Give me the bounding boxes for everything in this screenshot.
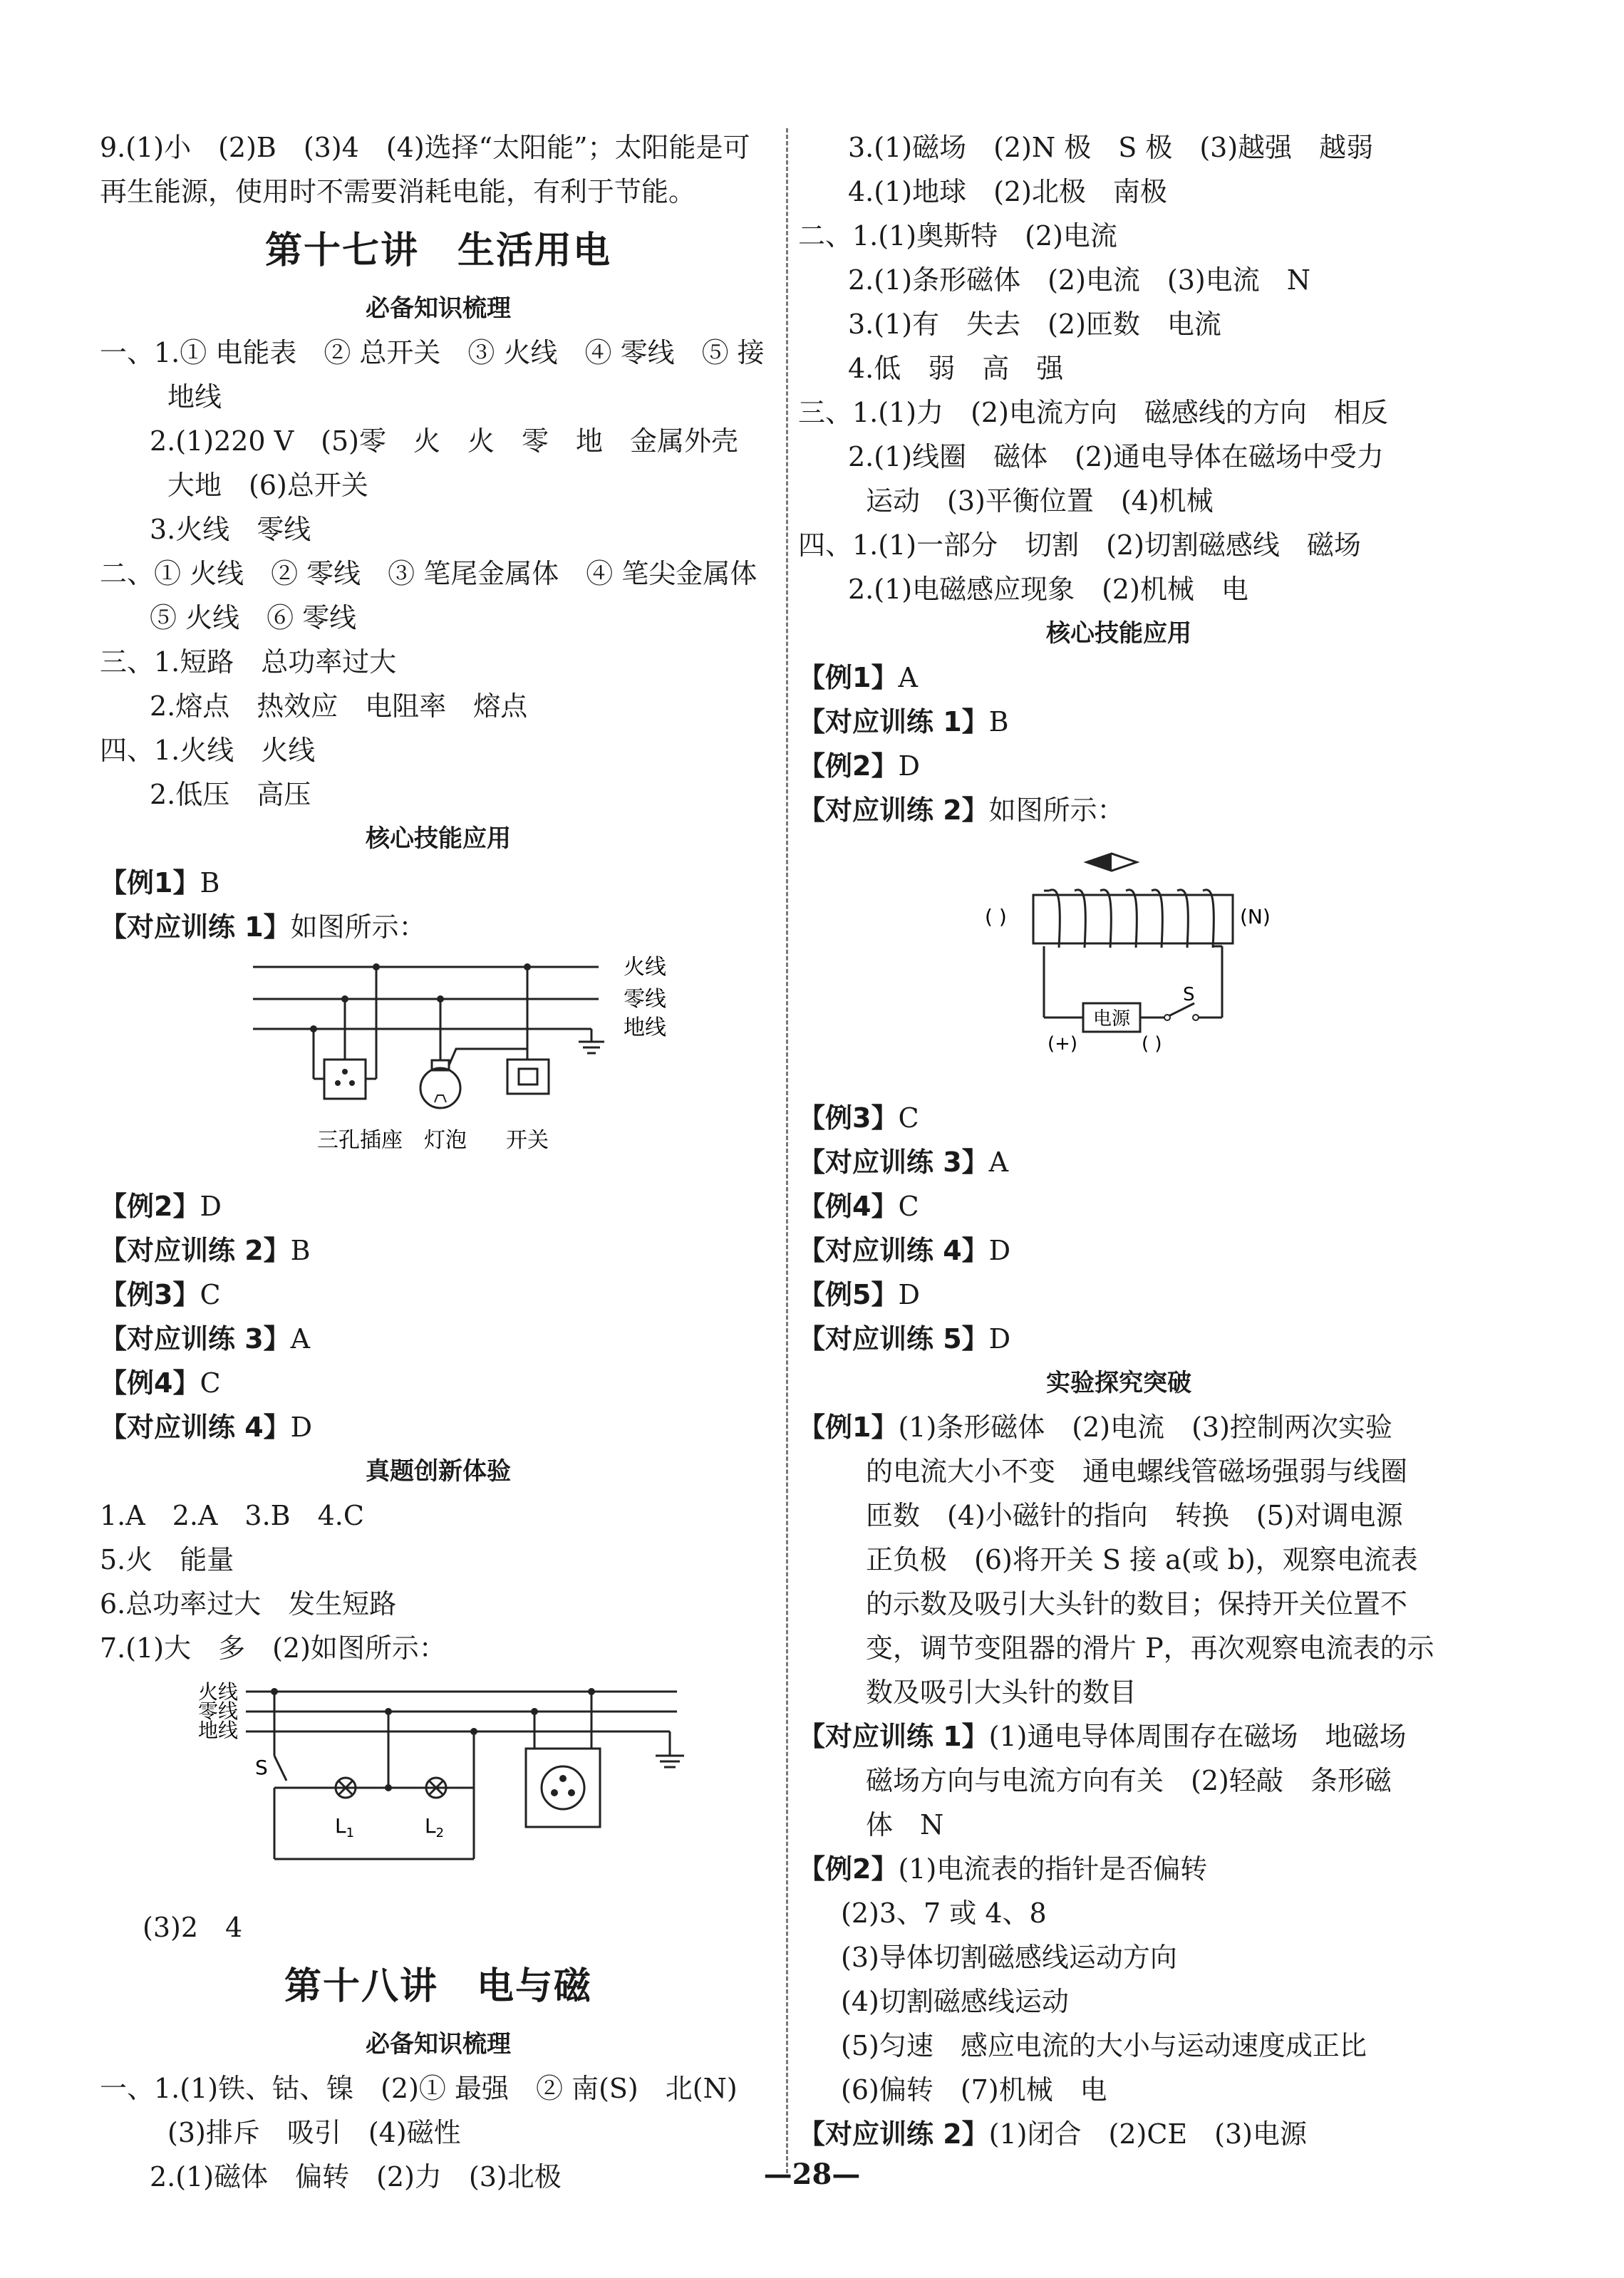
answer-line: 大地 (6)总开关 (167, 470, 368, 501)
training-label: 【对应训练 3】 (100, 1323, 291, 1355)
label-lamp-l2: $L_2$ (425, 1814, 445, 1840)
example-label: 【例3】 (100, 1279, 200, 1310)
answer-line: 1.A 2.A 3.B 4.C (100, 1500, 364, 1531)
section-title: 必备知识梳理 (366, 294, 511, 323)
solenoid-diagram (798, 832, 1439, 1096)
answer-line (100, 1184, 777, 1228)
answer-line: (4)切割磁感线运动 (841, 1986, 1069, 2017)
answer-line (100, 1317, 777, 1361)
answer-line (798, 700, 1439, 744)
answer-line (798, 788, 1439, 832)
answer-text: (1)条形磁体 (2)电流 (3)控制两次实验 (898, 1412, 1392, 1443)
section-title: 核心技能应用 (1046, 619, 1191, 648)
answer-text: B (290, 1235, 311, 1266)
answer-line: (6)偏转 (7)机械 电 (841, 2074, 1107, 2106)
answer-text: C (898, 1191, 919, 1222)
answer-line: 四、1.火线 火线 (100, 735, 316, 766)
answer-line (798, 744, 1439, 788)
label-bulb: 灯泡 (424, 1128, 467, 1153)
answer-line: 匝数 (4)小磁针的指向 转换 (5)对调电源 (866, 1500, 1403, 1531)
answer-line (798, 1140, 1439, 1184)
answer-line (798, 1847, 1439, 1891)
label-plus-terminal: (+) (1048, 1033, 1078, 1055)
label-left-pole: ( ) (985, 905, 1007, 928)
label-live-wire: 火线 (198, 1680, 239, 1704)
page-number: —28— (763, 2158, 861, 2191)
answer-line (100, 861, 777, 905)
example-label: 【例1】 (798, 1412, 899, 1443)
column-divider (786, 128, 788, 2173)
answer-line (798, 2112, 1439, 2156)
label-lamp-l1: $L_1$ (335, 1814, 355, 1840)
label-power-supply: 电源 (1093, 1008, 1131, 1030)
answer-line: (2)3、7 或 4、8 (841, 1898, 1047, 1929)
answer-line: (3)导体切割磁感线运动方向 (841, 1942, 1177, 1973)
answer-text: D (898, 1279, 920, 1310)
section-title: 核心技能应用 (366, 824, 511, 853)
answer-line: 3.(1)磁场 (2)N 极 S 极 (3)越强 越弱 (848, 132, 1374, 163)
answer-text: (1)电流表的指针是否偏转 (898, 1853, 1208, 1885)
answer-line: 三、1.(1)力 (2)电流方向 磁感线的方向 相反 (798, 397, 1388, 428)
answer-line: 3.火线 零线 (150, 514, 311, 545)
training-label: 【对应训练 5】 (798, 1323, 989, 1355)
answer-line: 变，调节变阻器的滑片 P，再次观察电流表的示 (866, 1632, 1434, 1664)
answer-line: 二、1.(1)奥斯特 (2)电流 (798, 220, 1117, 252)
answer-line: 2.(1)条形磁体 (2)电流 (3)电流 N (848, 264, 1310, 296)
solenoid-diagram-svg (798, 832, 1439, 1096)
answer-text: A (290, 1323, 311, 1355)
answer-line: 正负极 (6)将开关 S 接 a(或 b)，观察电流表 (866, 1544, 1418, 1575)
wiring-diagram-1 (100, 949, 777, 1184)
answer-line: (3)排斥 吸引 (4)磁性 (167, 2117, 461, 2148)
answer-line: 5.火 能量 (100, 1544, 234, 1575)
answer-line: 运动 (3)平衡位置 (4)机械 (866, 485, 1214, 517)
answer-line: 4.(1)地球 (2)北极 南极 (848, 176, 1167, 207)
answer-line: 6.总功率过大 发生短路 (100, 1588, 397, 1620)
answer-text: (1)闭合 (2)CE (3)电源 (988, 2118, 1307, 2150)
answer-line (798, 1228, 1439, 1273)
label-switch-s: S (1183, 984, 1195, 1005)
lecture-18-title: 第十八讲 电与磁 (284, 1964, 592, 2008)
training-label: 【对应训练 2】 (100, 1235, 291, 1266)
answer-text: D (988, 1235, 1011, 1266)
training-label: 【对应训练 3】 (798, 1146, 989, 1178)
answer-line (798, 1096, 1439, 1140)
training-label: 【对应训练 1】 (798, 706, 989, 737)
answer-line: (5)匀速 感应电流的大小与运动速度成正比 (841, 2030, 1367, 2061)
training-label: 【对应训练 1】 (100, 911, 291, 943)
wiring-diagram-1-svg (100, 949, 777, 1184)
answer-line: (3)2 4 (143, 1912, 243, 1943)
answer-line: 3.(1)有 失去 (2)匝数 电流 (848, 309, 1221, 340)
example-label: 【例1】 (100, 867, 200, 899)
section-title: 实验探究突破 (1046, 1369, 1191, 1397)
answer-line (798, 1405, 1439, 1449)
answer-line: 磁场方向与电流方向有关 (2)轻敲 条形磁 (866, 1765, 1392, 1796)
answer-text: B (200, 867, 220, 899)
answer-line: 2.(1)220 V (5)零 火 火 零 地 金属外壳 (150, 425, 738, 457)
answer-line (100, 1273, 777, 1317)
answer-line: 体 N (866, 1809, 944, 1840)
answer-line (100, 1361, 777, 1405)
answer-line (798, 1714, 1439, 1759)
answer-text: A (988, 1146, 1009, 1178)
example-label: 【例2】 (798, 750, 899, 782)
section-title: 真题创新体验 (366, 1457, 511, 1486)
answer-line: 二、① 火线 ② 零线 ③ 笔尾金属体 ④ 笔尖金属体 (100, 558, 757, 589)
label-switch: 开关 (506, 1128, 549, 1153)
answer-line: ⑤ 火线 ⑥ 零线 (150, 602, 357, 633)
answer-line: 三、1.短路 总功率过大 (100, 646, 397, 678)
answer-text: C (200, 1367, 221, 1399)
answer-line: 一、1.(1)铁、钴、镍 (2)① 最强 ② 南(S) 北(N) (100, 2073, 738, 2104)
answer-text: 如图所示： (290, 911, 426, 943)
label-switch-s: S (255, 1756, 268, 1779)
right-column (798, 125, 1439, 2156)
answer-line: 9.(1)小 (2)B (3)4 (4)选择“太阳能”；太阳能是可 (100, 132, 750, 163)
label-neutral-wire: 零线 (198, 1699, 239, 1723)
example-label: 【例1】 (798, 662, 899, 693)
label-ground-wire: 地线 (624, 1015, 666, 1040)
left-column (100, 125, 777, 2199)
answer-line: 2.(1)线圈 磁体 (2)通电导体在磁场中受力 (848, 441, 1384, 472)
example-label: 【例4】 (100, 1367, 200, 1399)
training-label: 【对应训练 2】 (798, 2118, 989, 2150)
answer-line (100, 1405, 777, 1449)
answer-text: (1)通电导体周围存在磁场 地磁场 (988, 1721, 1407, 1752)
label-north-pole: (N) (1240, 905, 1271, 928)
training-label: 【对应训练 4】 (798, 1235, 989, 1266)
lecture-17-title: 第十七讲 生活用电 (264, 229, 611, 272)
answer-text: D (200, 1191, 222, 1222)
answer-line: 四、1.(1)一部分 切割 (2)切割磁感线 磁场 (798, 529, 1361, 561)
example-label: 【例2】 (100, 1191, 200, 1222)
answer-line (798, 656, 1439, 700)
answer-text: C (898, 1102, 919, 1134)
example-label: 【例4】 (798, 1191, 899, 1222)
example-label: 【例5】 (798, 1279, 899, 1310)
answer-text: D (988, 1323, 1011, 1355)
answer-line (798, 1184, 1439, 1228)
answer-line (100, 1228, 777, 1273)
answer-line: 的电流大小不变 通电螺线管磁场强弱与线圈 (866, 1456, 1408, 1487)
answer-line: 的示数及吸引大头针的数目；保持开关位置不 (866, 1588, 1408, 1620)
answer-text: 如图所示： (988, 794, 1124, 826)
answer-line: 2.(1)电磁感应现象 (2)机械 电 (848, 574, 1248, 605)
label-live-wire: 火线 (624, 955, 666, 980)
example-label: 【例3】 (798, 1102, 899, 1134)
example-label: 【例2】 (798, 1853, 899, 1885)
label-ground-wire: 地线 (198, 1719, 239, 1742)
label-minus-terminal: ( ) (1142, 1033, 1162, 1055)
answer-text: A (898, 662, 918, 693)
answer-line: 一、1.① 电能表 ② 总开关 ③ 火线 ④ 零线 ⑤ 接 (100, 337, 765, 368)
answer-line: 4.低 弱 高 强 (848, 353, 1064, 384)
answer-line (798, 1273, 1439, 1317)
label-three-hole-socket: 三孔插座 (317, 1128, 403, 1153)
answer-text: B (988, 706, 1009, 737)
answer-text: C (200, 1279, 221, 1310)
training-label: 【对应训练 2】 (798, 794, 989, 826)
wiring-diagram-2-svg (100, 1670, 777, 1905)
answer-line (100, 905, 777, 949)
answer-line: 2.(1)磁体 偏转 (2)力 (3)北极 (150, 2161, 562, 2192)
answer-line (798, 1317, 1439, 1361)
answer-text: D (290, 1412, 313, 1443)
section-title: 必备知识梳理 (366, 2030, 511, 2059)
wiring-diagram-2 (100, 1670, 777, 1905)
training-label: 【对应训练 4】 (100, 1412, 291, 1443)
answer-line: 7.(1)大 多 (2)如图所示： (100, 1632, 446, 1664)
training-label: 【对应训练 1】 (798, 1721, 989, 1752)
answer-line: 数及吸引大头针的数目 (866, 1677, 1137, 1708)
answer-line: 2.低压 高压 (150, 779, 311, 810)
answer-line: 地线 (167, 381, 222, 413)
answer-line: 2.熔点 热效应 电阻率 熔点 (150, 690, 528, 722)
label-neutral-wire: 零线 (624, 987, 666, 1012)
answer-line: 再生能源，使用时不需要消耗电能，有利于节能。 (100, 176, 696, 207)
answer-text: D (898, 750, 920, 782)
